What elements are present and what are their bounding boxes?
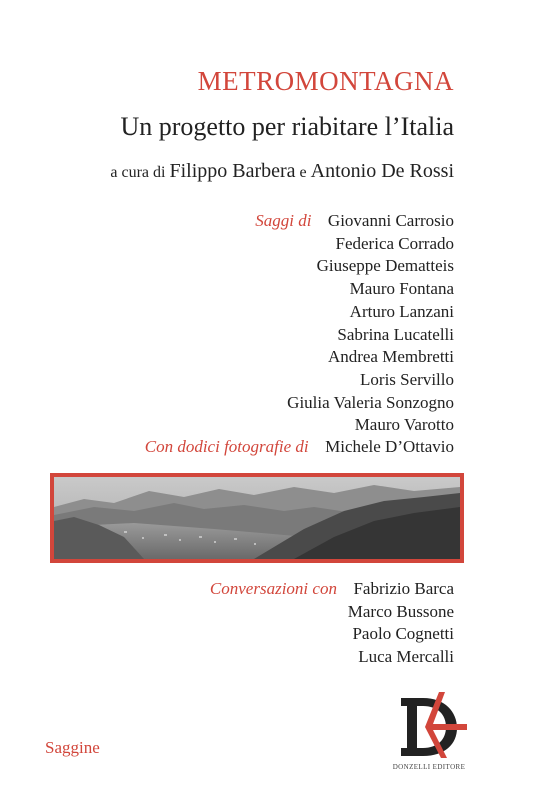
conversations-label: Conversazioni con (209, 579, 337, 598)
essay-author: Giulia Valeria Sonzogno (287, 392, 454, 412)
conversations-row-first (210, 578, 454, 601)
book-subtitle: Un progetto per riabitare l’Italia (120, 112, 454, 141)
essay-author: Mauro Fontana (349, 279, 454, 299)
editors-line (110, 160, 454, 183)
photos-line (145, 436, 454, 459)
cover-photo (50, 473, 464, 563)
series-name: Saggine (45, 738, 100, 757)
essays-block (255, 210, 454, 437)
essay-author: Andrea Membretti (327, 347, 454, 367)
donzelli-logo-icon (393, 690, 471, 760)
conversation-person: Luca Mercalli (358, 647, 454, 667)
mountain-valley-photo (54, 477, 460, 559)
editor-2: Antonio De Rossi (310, 160, 454, 182)
essay-author: Loris Servillo (360, 369, 454, 389)
editor-1: Filippo Barbera (169, 160, 296, 182)
photographer-name: Michele D’Ottavio (325, 437, 454, 456)
conversations-block (210, 578, 454, 669)
conversation-person: Marco Bussone (347, 601, 454, 621)
essay-author: Mauro Varotto (354, 415, 454, 435)
conversation-person: Paolo Cognetti (352, 624, 454, 644)
essay-author: Arturo Lanzani (349, 301, 454, 321)
essay-author: Sabrina Lucatelli (337, 324, 454, 344)
essay-author: Giuseppe Dematteis (316, 256, 454, 276)
book-title: METROMONTAGNA (197, 66, 454, 96)
essays-label: Saggi di (255, 211, 312, 230)
essays-row-first (255, 210, 454, 233)
publisher-name: DONZELLI EDITORE (392, 763, 466, 771)
editors-conjunction: e (299, 164, 307, 181)
editors-prefix: a cura di (110, 164, 166, 181)
essay-author: Giovanni Carrosio (327, 211, 454, 230)
conversation-person: Fabrizio Barca (353, 579, 454, 598)
essay-author: Federica Corrado (335, 233, 454, 253)
photos-label: Con dodici fotografie di (144, 437, 309, 456)
